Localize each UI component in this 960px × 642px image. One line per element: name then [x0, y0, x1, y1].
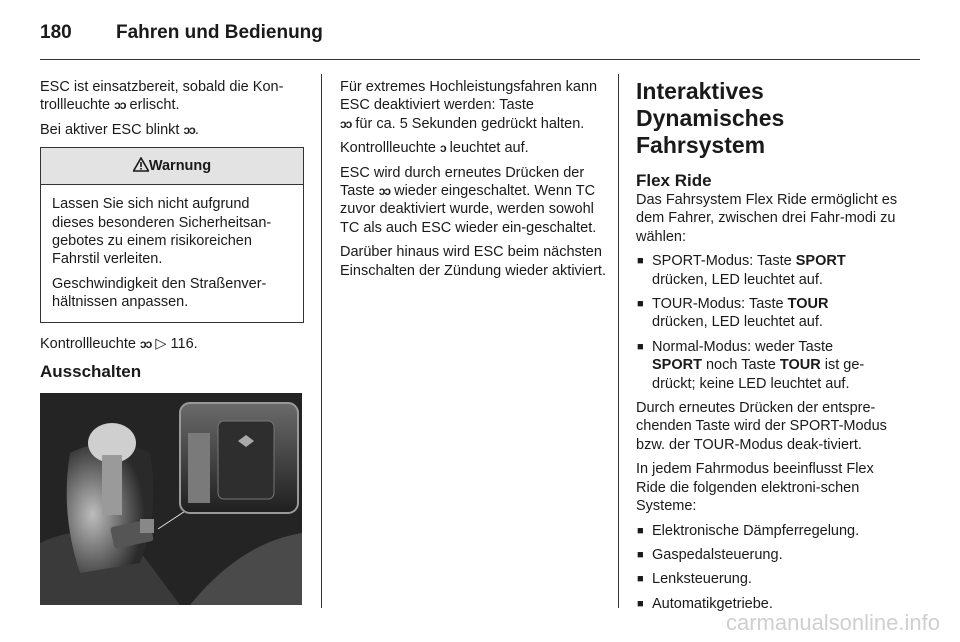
column-right	[636, 78, 906, 619]
esc-warning-icon: ↄↄ	[340, 116, 352, 131]
watermark: carmanualsonline.info	[725, 610, 940, 635]
paragraph: Durch erneutes Drücken der entspre-chenden Taste wird der SPORT-Modus bzw. der TOUR-Modus deak-tiviert.	[636, 400, 887, 453]
column-divider-right	[618, 74, 619, 608]
list-item: ■ Elektronische Dämpferregelung.	[636, 522, 906, 540]
photo-illustration	[40, 393, 302, 605]
list-item: ■ SPORT-Modus: Taste SPORT drücken, LED leuchtet auf.	[636, 252, 906, 289]
esc-warning-icon: ↄↄ	[139, 336, 152, 351]
esc-warning-icon: ↄↄ	[114, 98, 126, 113]
paragraph: Das Fahrsystem Flex Ride ermöglicht es dem Fahrer, zwischen drei Fahr-modi zu wählen:	[636, 192, 898, 245]
section-heading: Interaktives Dynamisches Fahrsystem	[636, 78, 785, 158]
paragraph: Kontrollleuchte ↄ leuchtet auf.	[340, 140, 529, 157]
list-item: ■ Lenksteuerung.	[636, 570, 906, 588]
warning-triangle-icon	[133, 157, 149, 172]
paragraph: ESC ist einsatzbereit, sobald die Kon-trollleuchte ↄↄ erlischt.	[40, 79, 284, 114]
page-reference-icon: ▷	[155, 335, 167, 352]
column-left	[40, 78, 308, 605]
warning-header	[41, 148, 303, 185]
paragraph: Kontrollleuchte ↄↄ ▷ 116.	[40, 335, 198, 352]
warning-body: Lassen Sie sich nicht aufgrund dieses besonderen Sicherheitsan-gebotes zu einem risikoreichen Fahrstil verleiten. Geschwindigkeit den Straßenver-hältnissen anpassen.	[52, 196, 272, 311]
page-header	[40, 22, 323, 44]
column-divider-left	[321, 74, 322, 608]
systems-list	[636, 522, 906, 614]
paragraph: Darüber hinaus wird ESC beim nächsten Einschalten der Zündung wieder aktiviert.	[340, 244, 606, 279]
paragraph: ESC wird durch erneutes Drücken der Taste ↄↄ wieder eingeschaltet. Wenn TC zuvor deaktiviert wurde, werden sowohl TC als auch ESC wieder ein-geschaltet.	[340, 164, 597, 236]
subheading-ausschalten: Ausschalten	[40, 362, 142, 382]
tc-off-icon: ↄ	[439, 141, 446, 156]
warning-title: Warnung	[148, 158, 212, 175]
list-item: ■ Gaspedalsteuerung.	[636, 546, 906, 564]
list-item: ■ Normal-Modus: weder Taste SPORT noch Taste TOUR ist ge-drückt; keine LED leuchtet auf.	[636, 338, 906, 393]
page-title: Fahren und Bedienung	[116, 22, 323, 43]
paragraph: In jedem Fahrmodus beeinflusst Flex Ride die folgenden elektroni-schen Systeme:	[636, 461, 874, 515]
list-item: ■ TOUR-Modus: Taste TOUR drücken, LED leuchtet auf.	[636, 295, 906, 332]
list-item: ■ Automatikgetriebe.	[636, 595, 906, 613]
warning-box	[40, 147, 304, 322]
esc-button-photo	[40, 393, 302, 605]
column-middle	[340, 78, 606, 286]
header-rule	[40, 59, 920, 60]
subheading-flex-ride: Flex Ride	[636, 171, 712, 190]
esc-warning-icon: ↄↄ	[378, 184, 391, 199]
page-number: 180	[40, 22, 72, 43]
page-reference: 116.	[170, 335, 198, 352]
esc-warning-icon: ↄↄ	[183, 122, 195, 137]
mode-list	[636, 252, 906, 393]
paragraph: Bei aktiver ESC blinkt ↄↄ.	[40, 121, 199, 138]
paragraph: Für extremes Hochleistungsfahren kann ESC deaktiviert werden: Taste ↄↄ für ca. 5 Sekunden gedrückt halten.	[340, 79, 598, 132]
